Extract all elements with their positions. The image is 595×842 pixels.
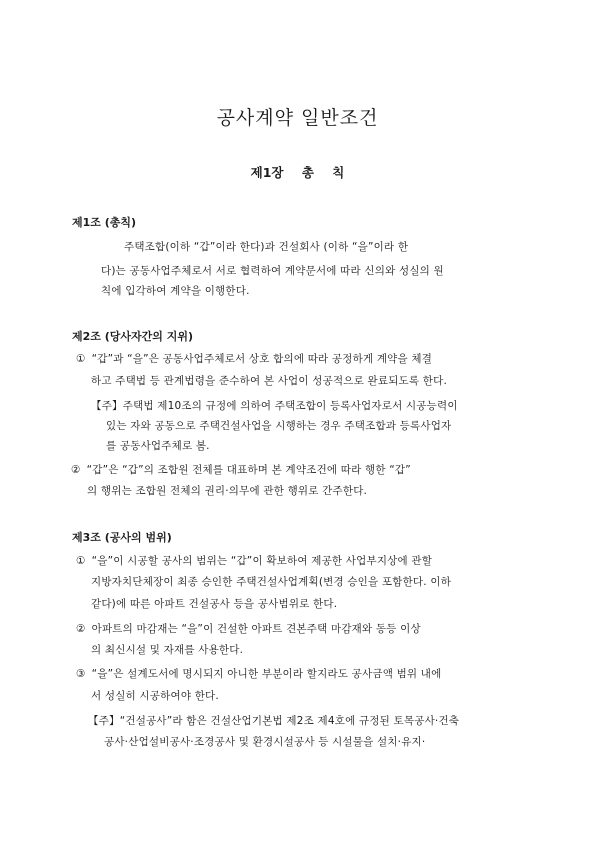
paragraph-number-3: ③	[76, 668, 86, 680]
article-3-paragraph-1-line-2: 지방자치단체장이 최종 승인한 주택건설사업계획(변경 승인을 포함한다. 이하	[91, 576, 452, 588]
article-2-paragraph-2-line-2: 의 행위는 조합원 전체의 권리·의무에 관한 행위로 간주한다.	[87, 485, 368, 497]
paragraph-text: “을”은 설계도서에 명시되지 아니한 부분이라 할지라도 공사금액 범위 내에	[91, 668, 442, 680]
chapter-heading: 제1장 총 칙	[250, 165, 345, 180]
article-2-paragraph-2-line-1	[71, 462, 411, 477]
paragraph-text: 아파트의 마감재는 “을”이 건설한 아파트 견본주택 마감재와 동등 이상	[91, 623, 421, 635]
article-2-paragraph-1-line-1	[76, 351, 432, 366]
article-2-note-line-2: 있는 자와 공동으로 주택건설사업을 시행하는 경우 주택조합과 등록사업자	[106, 420, 452, 432]
article-3-paragraph-1-line-3: 같다)에 따른 아파트 건설공사 등을 공사범위로 한다.	[91, 598, 338, 610]
article-3-paragraph-3-line-2: 서 성실히 시공하여야 한다.	[91, 690, 219, 702]
paragraph-number-1: ①	[76, 353, 86, 365]
article-1-heading: 제1조 (총칙)	[72, 216, 137, 229]
article-3-paragraph-2-line-2: 의 최신시설 및 자재를 사용한다.	[91, 644, 244, 656]
article-1-line-2: 다)는 공동사업주체로서 서로 협력하여 계약문서에 따라 신의와 성실의 원	[101, 265, 444, 277]
paragraph-text: “갑”과 “을”은 공동사업주체로서 상호 합의에 따라 공정하게 계약을 체결	[91, 353, 433, 365]
paragraph-number-2: ②	[71, 464, 81, 476]
paragraph-text: “갑”은 “갑”의 조합원 전체를 대표하며 본 계약조건에 따라 행한 “갑”	[86, 464, 411, 476]
paragraph-text: “을”이 시공할 공사의 범위는 “갑”이 확보하여 제공한 사업부지상에 관할	[91, 555, 433, 567]
paragraph-number-1: ①	[76, 555, 86, 567]
document-title: 공사계약 일반조건	[216, 107, 379, 129]
article-1-line-1: 주택조합(이하 “갑”이라 한다)과 건설회사 (이하 “을”이라 한	[124, 241, 409, 253]
article-2-heading: 제2조 (당사자간의 지위)	[72, 330, 194, 343]
article-3-note-line-1: 【주】“건설공사”라 함은 건설산업기본법 제2조 제4호에 규정된 토목공사·건축	[88, 715, 460, 727]
article-3-paragraph-2-line-1	[76, 621, 421, 636]
article-3-heading: 제3조 (공사의 범위)	[72, 531, 172, 544]
article-2-note-line-3: 를 공동사업주체로 봄.	[106, 440, 210, 452]
article-2-note-line-1: 【주】주택법 제10조의 규정에 의하여 주택조합이 등록사업자로서 시공능력이	[91, 400, 458, 412]
article-3-note-line-2: 공사·산업설비공사·조경공사 및 환경시설공사 등 시설물을 설치·유지·	[104, 736, 426, 748]
paragraph-number-2: ②	[76, 623, 86, 635]
article-3-paragraph-3-line-1	[76, 666, 442, 681]
article-2-paragraph-1-line-2: 하고 주택법 등 관계법령을 준수하여 본 사업이 성공적으로 완료되도록 한다.	[91, 375, 448, 387]
article-3-paragraph-1-line-1	[76, 553, 432, 568]
article-1-line-3: 칙에 입각하여 계약을 이행한다.	[101, 285, 250, 297]
